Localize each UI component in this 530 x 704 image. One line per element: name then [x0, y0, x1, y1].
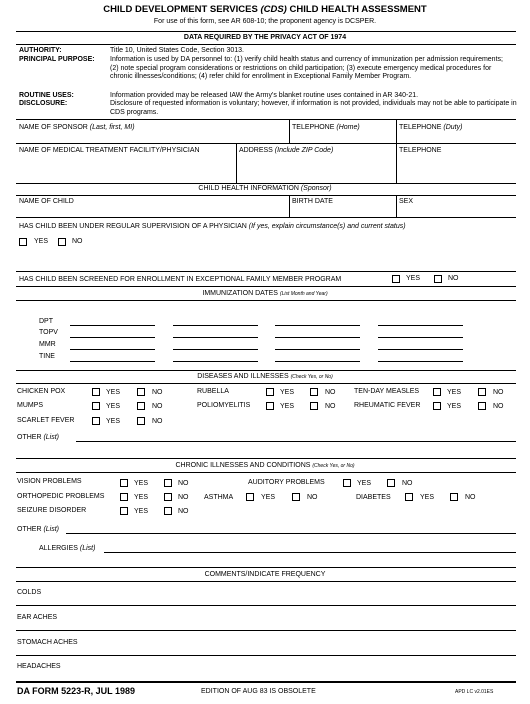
facility-phone-field[interactable]: TELEPHONE [399, 147, 442, 154]
disease-mumps: MUMPS [17, 402, 44, 409]
physician-yes-label: YES [34, 238, 49, 245]
comments-heading: COMMENTS/INDICATE FREQUENCY [204, 571, 326, 578]
yes-label: YES [447, 403, 462, 410]
no-label: NO [325, 403, 336, 410]
chronic-other-label: OTHER (List) [17, 526, 60, 533]
orthopedic-no-checkbox[interactable] [164, 493, 172, 501]
no-label: NO [402, 480, 413, 487]
disclosure-label: DISCLOSURE: [19, 100, 68, 107]
chronic-orthopedic: ORTHOPEDIC PROBLEMS [17, 493, 105, 500]
form-id: DA FORM 5223-R, JUL 1989 [17, 686, 136, 696]
no-label: NO [178, 494, 189, 501]
diseases-heading: DISEASES AND ILLNESSES (Check Yes, or No) [197, 373, 333, 380]
purpose-text: Information is used by DA personnel to: (1) verify child health status and currency of immunization per admission requirements; (2) note special program considerations or restrictions on child participation; (3) execute emergency medical procedures for chronic illnesses/conditions; (4) refer child for enrollment in Exceptional Family Member Program. [110, 56, 503, 80]
chronic-vision: VISION PROBLEMS [17, 478, 82, 485]
yes-label: YES [106, 418, 121, 425]
no-label: NO [178, 508, 189, 515]
purpose-label: PRINCIPAL PURPOSE: [19, 56, 95, 63]
yes-label: YES [447, 389, 462, 396]
facility-address-field[interactable]: ADDRESS (Include ZIP Code) [239, 147, 334, 154]
efmp-no-label: NO [448, 275, 459, 282]
disease-rheumatic-fever: RHEUMATIC FEVER [354, 402, 421, 409]
disease-rubella: RUBELLA [197, 388, 229, 395]
no-label: NO [178, 480, 189, 487]
immunization-label-dpt: DPT [39, 318, 53, 325]
disease-chicken-pox: CHICKEN POX [17, 388, 66, 395]
rubella-yes-checkbox[interactable] [266, 388, 274, 396]
vision-yes-checkbox[interactable] [120, 479, 128, 487]
routine-text: Information provided may be released IAW the Army's blanket routine uses contained in AR 340-21. [110, 92, 419, 99]
comment-headaches: HEADACHES [17, 663, 61, 670]
sponsor-name-field[interactable]: NAME OF SPONSOR (Last, first, MI) [19, 124, 135, 131]
privacy-heading: DATA REQUIRED BY THE PRIVACY ACT OF 1974 [183, 34, 347, 41]
form-title: CHILD DEVELOPMENT SERVICES (CDS) CHILD HEALTH ASSESSMENT [103, 4, 427, 15]
no-label: NO [152, 418, 163, 425]
rheumatic-no-checkbox[interactable] [478, 402, 486, 410]
efmp-no-checkbox[interactable] [434, 275, 442, 283]
physician-no-label: NO [72, 238, 83, 245]
polio-no-checkbox[interactable] [310, 402, 318, 410]
efmp-yes-label: YES [406, 275, 421, 282]
scarlet-yes-checkbox[interactable] [92, 417, 100, 425]
comment-stomach-aches: STOMACH ACHES [17, 639, 78, 646]
no-label: NO [493, 403, 504, 410]
diabetes-yes-checkbox[interactable] [405, 493, 413, 501]
chronic-seizure: SEIZURE DISORDER [17, 507, 87, 514]
form-subtitle: For use of this form, see AR 608-10; the proponent agency is DCSPER. [153, 18, 377, 25]
child-name-field[interactable]: NAME OF CHILD [19, 198, 74, 205]
sponsor-home-phone-field[interactable]: TELEPHONE (Home) [292, 124, 360, 131]
auditory-no-checkbox[interactable] [387, 479, 395, 487]
yes-label: YES [106, 389, 121, 396]
no-label: NO [465, 494, 476, 501]
birth-date-field[interactable]: BIRTH DATE [292, 198, 333, 205]
rheumatic-yes-checkbox[interactable] [433, 402, 441, 410]
mumps-yes-checkbox[interactable] [92, 402, 100, 410]
physician-question: HAS CHILD BEEN UNDER REGULAR SUPERVISION OF A PHYSICIAN (If yes, explain circumstance(s) and current status) [19, 223, 406, 230]
comment-colds-input[interactable] [16, 605, 516, 606]
sponsor-duty-phone-field[interactable]: TELEPHONE (Duty) [399, 124, 463, 131]
facility-field[interactable]: NAME OF MEDICAL TREATMENT FACILITY/PHYSICIAN [19, 147, 200, 154]
yes-label: YES [134, 494, 149, 501]
yes-label: YES [134, 508, 149, 515]
yes-label: YES [261, 494, 276, 501]
comment-stomach-aches-input[interactable] [16, 655, 516, 656]
measles-no-checkbox[interactable] [478, 388, 486, 396]
physician-yes-checkbox[interactable] [19, 238, 27, 246]
comment-ear-aches-input[interactable] [16, 630, 516, 631]
chronic-diabetes: DIABETES [356, 494, 391, 501]
no-label: NO [493, 389, 504, 396]
yes-label: YES [106, 403, 121, 410]
comment-ear-aches: EAR ACHES [17, 614, 58, 621]
yes-label: YES [280, 389, 295, 396]
disease-scarlet-fever: SCARLET FEVER [17, 417, 75, 424]
edition-note: EDITION OF AUG 83 IS OBSOLETE [201, 688, 316, 695]
form-code: APD LC v2.01ES [455, 689, 494, 695]
chronic-auditory: AUDITORY PROBLEMS [248, 479, 325, 486]
auditory-yes-checkbox[interactable] [343, 479, 351, 487]
vision-no-checkbox[interactable] [164, 479, 172, 487]
diabetes-no-checkbox[interactable] [450, 493, 458, 501]
efmp-yes-checkbox[interactable] [392, 275, 400, 283]
asthma-no-checkbox[interactable] [292, 493, 300, 501]
authority-text: Title 10, United States Code, Section 3013. [110, 47, 244, 54]
chronic-other-input[interactable] [66, 533, 516, 534]
yes-label: YES [420, 494, 435, 501]
yes-label: YES [280, 403, 295, 410]
allergies-label: ALLERGIES (List) [39, 545, 96, 552]
efmp-question: HAS CHILD BEEN SCREENED FOR ENROLLMENT IN EXCEPTIONAL FAMILY MEMBER PROGRAM [19, 276, 342, 283]
disease-poliomyelitis: POLIOMYELITIS [197, 402, 251, 409]
seizure-yes-checkbox[interactable] [120, 507, 128, 515]
chicken-pox-no-checkbox[interactable] [137, 388, 145, 396]
chronic-heading: CHRONIC ILLNESSES AND CONDITIONS (Check Yes, or No) [175, 462, 355, 469]
disease-ten-day-measles: TEN-DAY MEASLES [354, 388, 420, 395]
disease-other-label: OTHER (List) [17, 434, 60, 441]
routine-label: ROUTINE USES: [19, 92, 74, 99]
no-label: NO [152, 403, 163, 410]
rubella-no-checkbox[interactable] [310, 388, 318, 396]
no-label: NO [325, 389, 336, 396]
child-info-heading: CHILD HEALTH INFORMATION (Sponsor) [198, 185, 332, 192]
sex-field[interactable]: SEX [399, 198, 414, 205]
asthma-yes-checkbox[interactable] [246, 493, 254, 501]
yes-label: YES [134, 480, 149, 487]
allergies-input[interactable] [104, 552, 516, 553]
chicken-pox-yes-checkbox[interactable] [92, 388, 100, 396]
mumps-no-checkbox[interactable] [137, 402, 145, 410]
chronic-asthma: ASTHMA [204, 494, 234, 501]
scarlet-no-checkbox[interactable] [137, 417, 145, 425]
no-label: NO [307, 494, 318, 501]
immunization-label-topv: TOPV [39, 329, 58, 336]
disease-other-input[interactable] [76, 441, 516, 442]
immunization-heading: IMMUNIZATION DATES (List Month and Year) [202, 290, 328, 297]
polio-yes-checkbox[interactable] [266, 402, 274, 410]
seizure-no-checkbox[interactable] [164, 507, 172, 515]
comment-colds: COLDS [17, 589, 42, 596]
orthopedic-yes-checkbox[interactable] [120, 493, 128, 501]
immunization-label-mmr: MMR [39, 341, 56, 348]
yes-label: YES [357, 480, 372, 487]
physician-no-checkbox[interactable] [58, 238, 66, 246]
disclosure-text: Disclosure of requested information is voluntary; however, if information is not provided, individuals may not be able to participate in CDS programs. [110, 100, 517, 116]
no-label: NO [152, 389, 163, 396]
authority-label: AUTHORITY: [19, 47, 62, 54]
immunization-label-tine: TINE [39, 353, 55, 360]
measles-yes-checkbox[interactable] [433, 388, 441, 396]
